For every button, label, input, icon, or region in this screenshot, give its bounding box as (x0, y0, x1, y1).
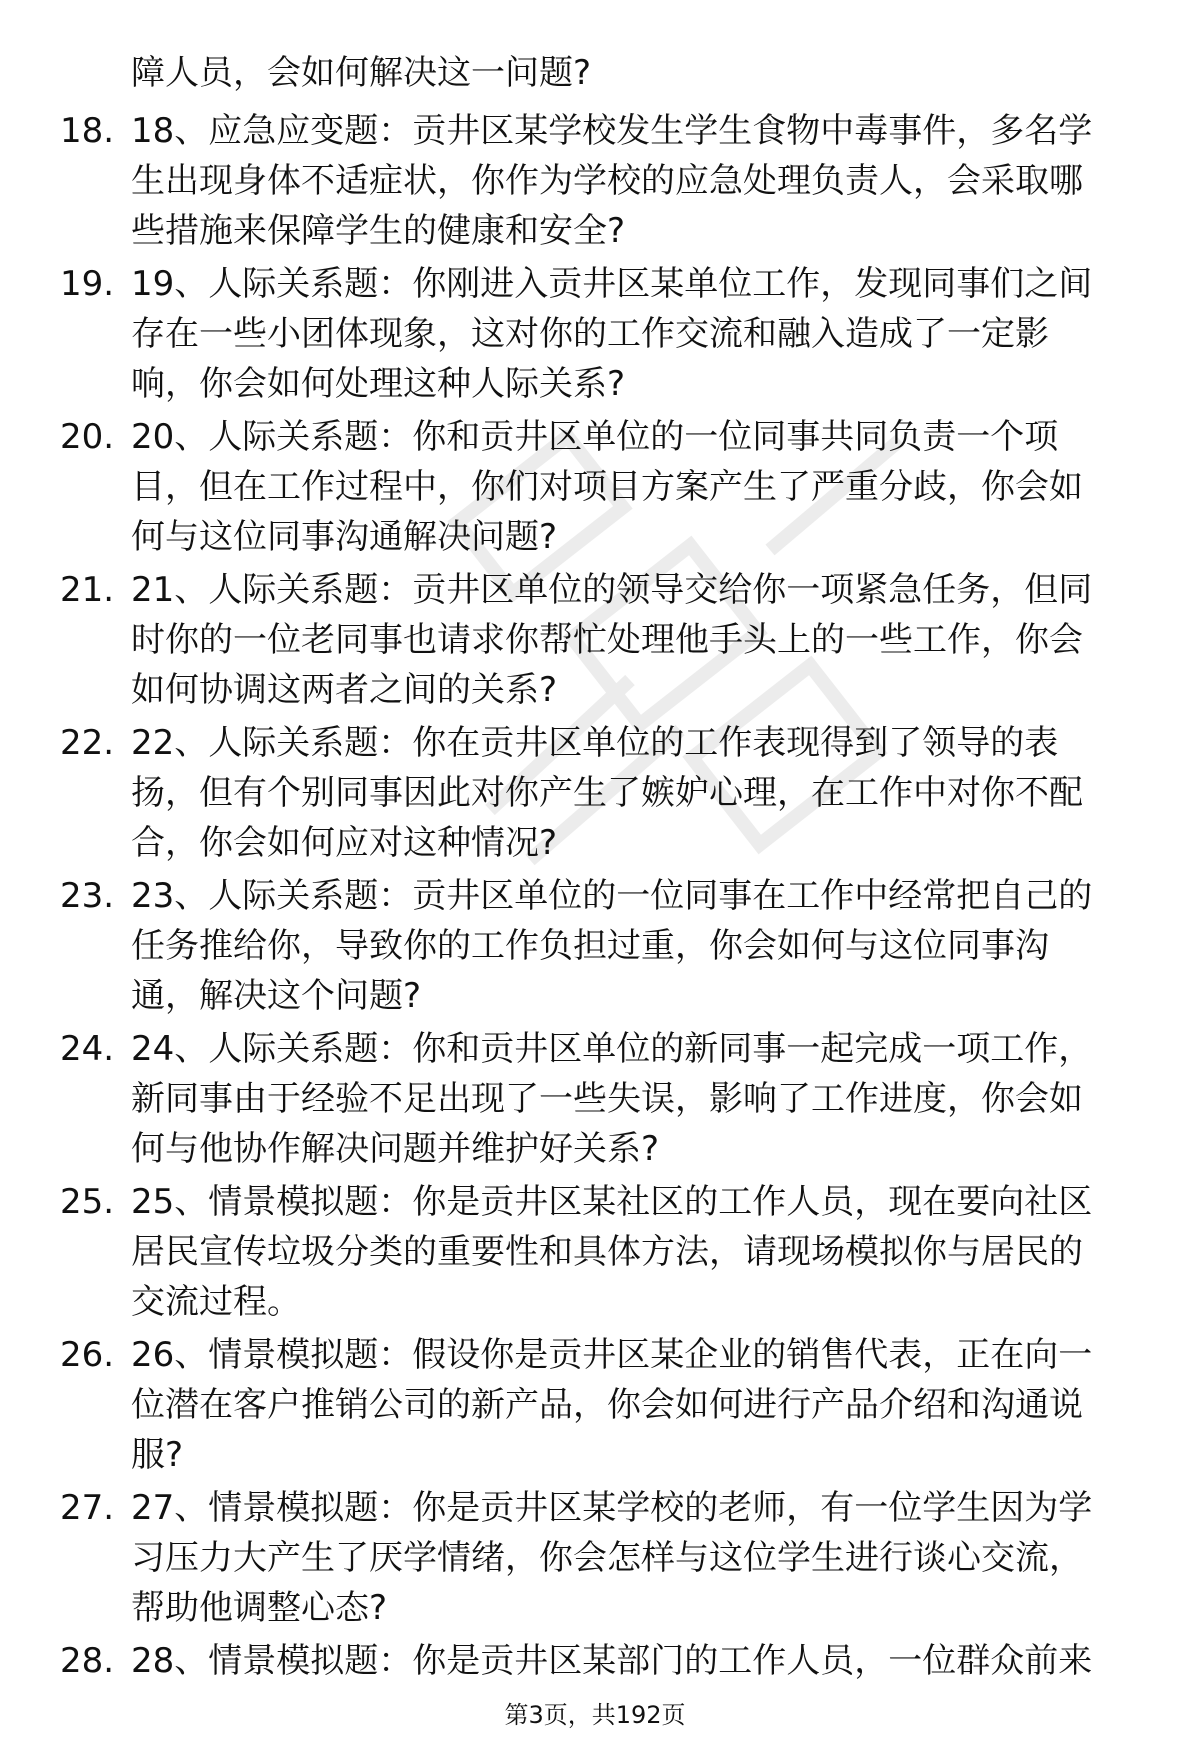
item-text (131, 1636, 1151, 1686)
item-line: 服? (131, 1435, 184, 1475)
item-line: 交流过程。 (131, 1282, 301, 1322)
item-line: 23、人际关系题：贡井区单位的一位同事在工作中经常把自己的 (131, 876, 1093, 916)
item-line: 存在一些小团体现象，这对你的工作交流和融入造成了一定影 (131, 314, 1049, 354)
item-line: 位潜在客户推销公司的新产品，你会如何进行产品介绍和沟通说 (131, 1385, 1083, 1425)
item-text (131, 1483, 1151, 1633)
item-line: 21、人际关系题：贡井区单位的领导交给你一项紧急任务，但同 (131, 570, 1093, 610)
item-line: 任务推给你，导致你的工作负担过重，你会如何与这位同事沟 (131, 926, 1049, 966)
item-line: 些措施来保障学生的健康和安全? (131, 211, 626, 251)
item-line: 时你的一位老同事也请求你帮忙处理他手头上的一些工作，你会 (131, 620, 1083, 660)
item-line: 何与他协作解决问题并维护好关系? (131, 1129, 660, 1169)
item-line: 响，你会如何处理这种人际关系? (131, 364, 626, 404)
item-number: 24. (60, 1029, 115, 1069)
item-line: 如何协调这两者之间的关系? (131, 670, 558, 710)
item-line: 扬，但有个别同事因此对你产生了嫉妒心理，在工作中对你不配 (131, 773, 1083, 813)
item-text (131, 565, 1151, 715)
item-text (131, 1024, 1151, 1174)
item-text (131, 259, 1151, 409)
item-line: 通，解决这个问题? (131, 976, 422, 1016)
item-line: 新同事由于经验不足出现了一些失误，影响了工作进度，你会如 (131, 1079, 1083, 1119)
item-number: 25. (60, 1182, 115, 1222)
item-number: 22. (60, 723, 115, 763)
item-line: 19、人际关系题：你刚进入贡井区某单位工作，发现同事们之间 (131, 264, 1093, 304)
item-line: 28、情景模拟题：你是贡井区某部门的工作人员，一位群众前来 (131, 1641, 1093, 1681)
item-text (131, 1177, 1151, 1327)
item-text (131, 106, 1151, 256)
item-line: 习压力大产生了厌学情绪，你会怎样与这位学生进行谈心交流， (131, 1538, 1083, 1578)
item-line: 帮助他调整心态? (131, 1588, 388, 1628)
item-number: 26. (60, 1335, 115, 1375)
item-text (131, 871, 1151, 1021)
item-number: 21. (60, 570, 115, 610)
item-text (131, 412, 1151, 562)
item-line: 18、应急应变题：贡井区某学校发生学生食物中毒事件，多名学 (131, 111, 1093, 151)
item-line: 合，你会如何应对这种情况? (131, 823, 558, 863)
item-line: 27、情景模拟题：你是贡井区某学校的老师，有一位学生因为学 (131, 1488, 1093, 1528)
item-line: 24、人际关系题：你和贡井区单位的新同事一起完成一项工作， (131, 1029, 1093, 1069)
item-line: 22、人际关系题：你在贡井区单位的工作表现得到了领导的表 (131, 723, 1059, 763)
item-line: 26、情景模拟题：假设你是贡井区某企业的销售代表，正在向一 (131, 1335, 1093, 1375)
item-number: 23. (60, 876, 115, 916)
item-line: 25、情景模拟题：你是贡井区某社区的工作人员，现在要向社区 (131, 1182, 1093, 1222)
item-line: 20、人际关系题：你和贡井区单位的一位同事共同负责一个项 (131, 417, 1059, 457)
page-footer: 第3页，共192页 (504, 1701, 686, 1729)
item-line: 何与这位同事沟通解决问题? (131, 517, 558, 557)
item-number: 19. (60, 264, 115, 304)
item-number: 27. (60, 1488, 115, 1528)
continuation-text: 障人员，会如何解决这一问题? (131, 53, 592, 93)
item-line: 目，但在工作过程中，你们对项目方案产生了严重分歧，你会如 (131, 467, 1083, 507)
item-line: 生出现身体不适症状，你作为学校的应急处理负责人，会采取哪 (131, 161, 1083, 201)
item-number: 20. (60, 417, 115, 457)
item-number: 28. (60, 1641, 115, 1681)
item-line: 居民宣传垃圾分类的重要性和具体方法，请现场模拟你与居民的 (131, 1232, 1083, 1272)
item-text (131, 718, 1151, 868)
item-number: 18. (60, 111, 115, 151)
item-text (131, 1330, 1151, 1480)
